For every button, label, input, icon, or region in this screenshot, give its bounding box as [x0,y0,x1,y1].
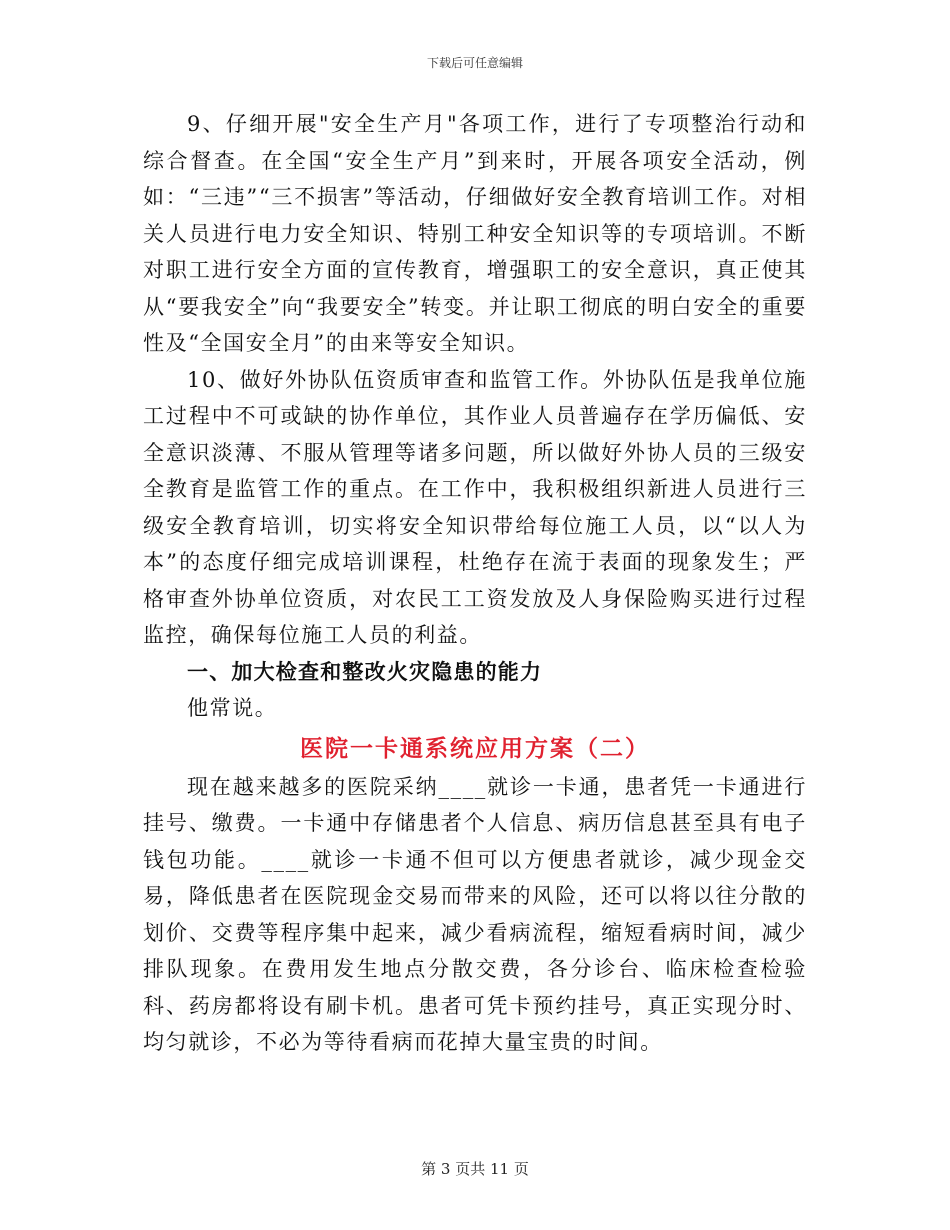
section-heading: 一、加大检查和整改火灾隐患的能力 [187,659,543,684]
document-title: 医院一卡通系统应用方案（二） [300,734,650,762]
paragraph-short: 他常说。 [187,696,278,720]
page-number: 第 3 页共 11 页 [421,1160,529,1178]
paragraph-intro: 现在越来越多的医院采纳____就诊一卡通，患者凭一卡通进行挂号、缴费。一卡通中存储患者个人信息、病历信息甚至具有电子钱包功能。____就诊一卡通不但可以方便患者就诊，减少现金交易，降低患者在医院现金交易而带来的风险，还可以将以往分散的划价、交费等程序集中起来，减少看病流程，缩短看病时间，减少排队现象。在费用发生地点分散交费，各分诊台、临床检查检验科、药房都将设有刷卡机。患者可凭卡预约挂号，真正实现分时、均匀就诊，不必为等待看病而花掉大量宝贵的时间。 [143,774,807,1054]
paragraph-item-10: 10、做好外协队伍资质审查和监管工作。外协队伍是我单位施工过程中不可或缺的协作单位，其作业人员普遍存在学历偏低、安全意识淡薄、不服从管理等诸多问题，所以做好外协人员的三级安全教育是监管工作的重点。在工作中，我积极组织新进人员进行三级安全教育培训，切实将安全知识带给每位施工人员，以“以人为本”的态度仔细完成培训课程，杜绝存在流于表面的现象发生；严格审查外协单位资质，对农民工工资发放及人身保险购买进行过程监控，确保每位施工人员的利益。 [143,367,807,647]
paragraph-item-9: 9、仔细开展"安全生产月"各项工作，进行了专项整治行动和综合督查。在全国“安全生产月”到来时，开展各项安全活动，例如：“三违”“三不损害”等活动，仔细做好安全教育培训工作。对相关人员进行电力安全知识、特别工种安全知识等的专项培训。不断对职工进行安全方面的宣传教育，增强职工的安全意识，真正使其从“要我安全”向“我要安全”转变。并让职工彻底的明白安全的重要性及“全国安全月”的由来等安全知识。 [143,112,807,355]
document-body [143,106,807,1061]
page-header: 下载后可任意编辑 [426,56,523,70]
